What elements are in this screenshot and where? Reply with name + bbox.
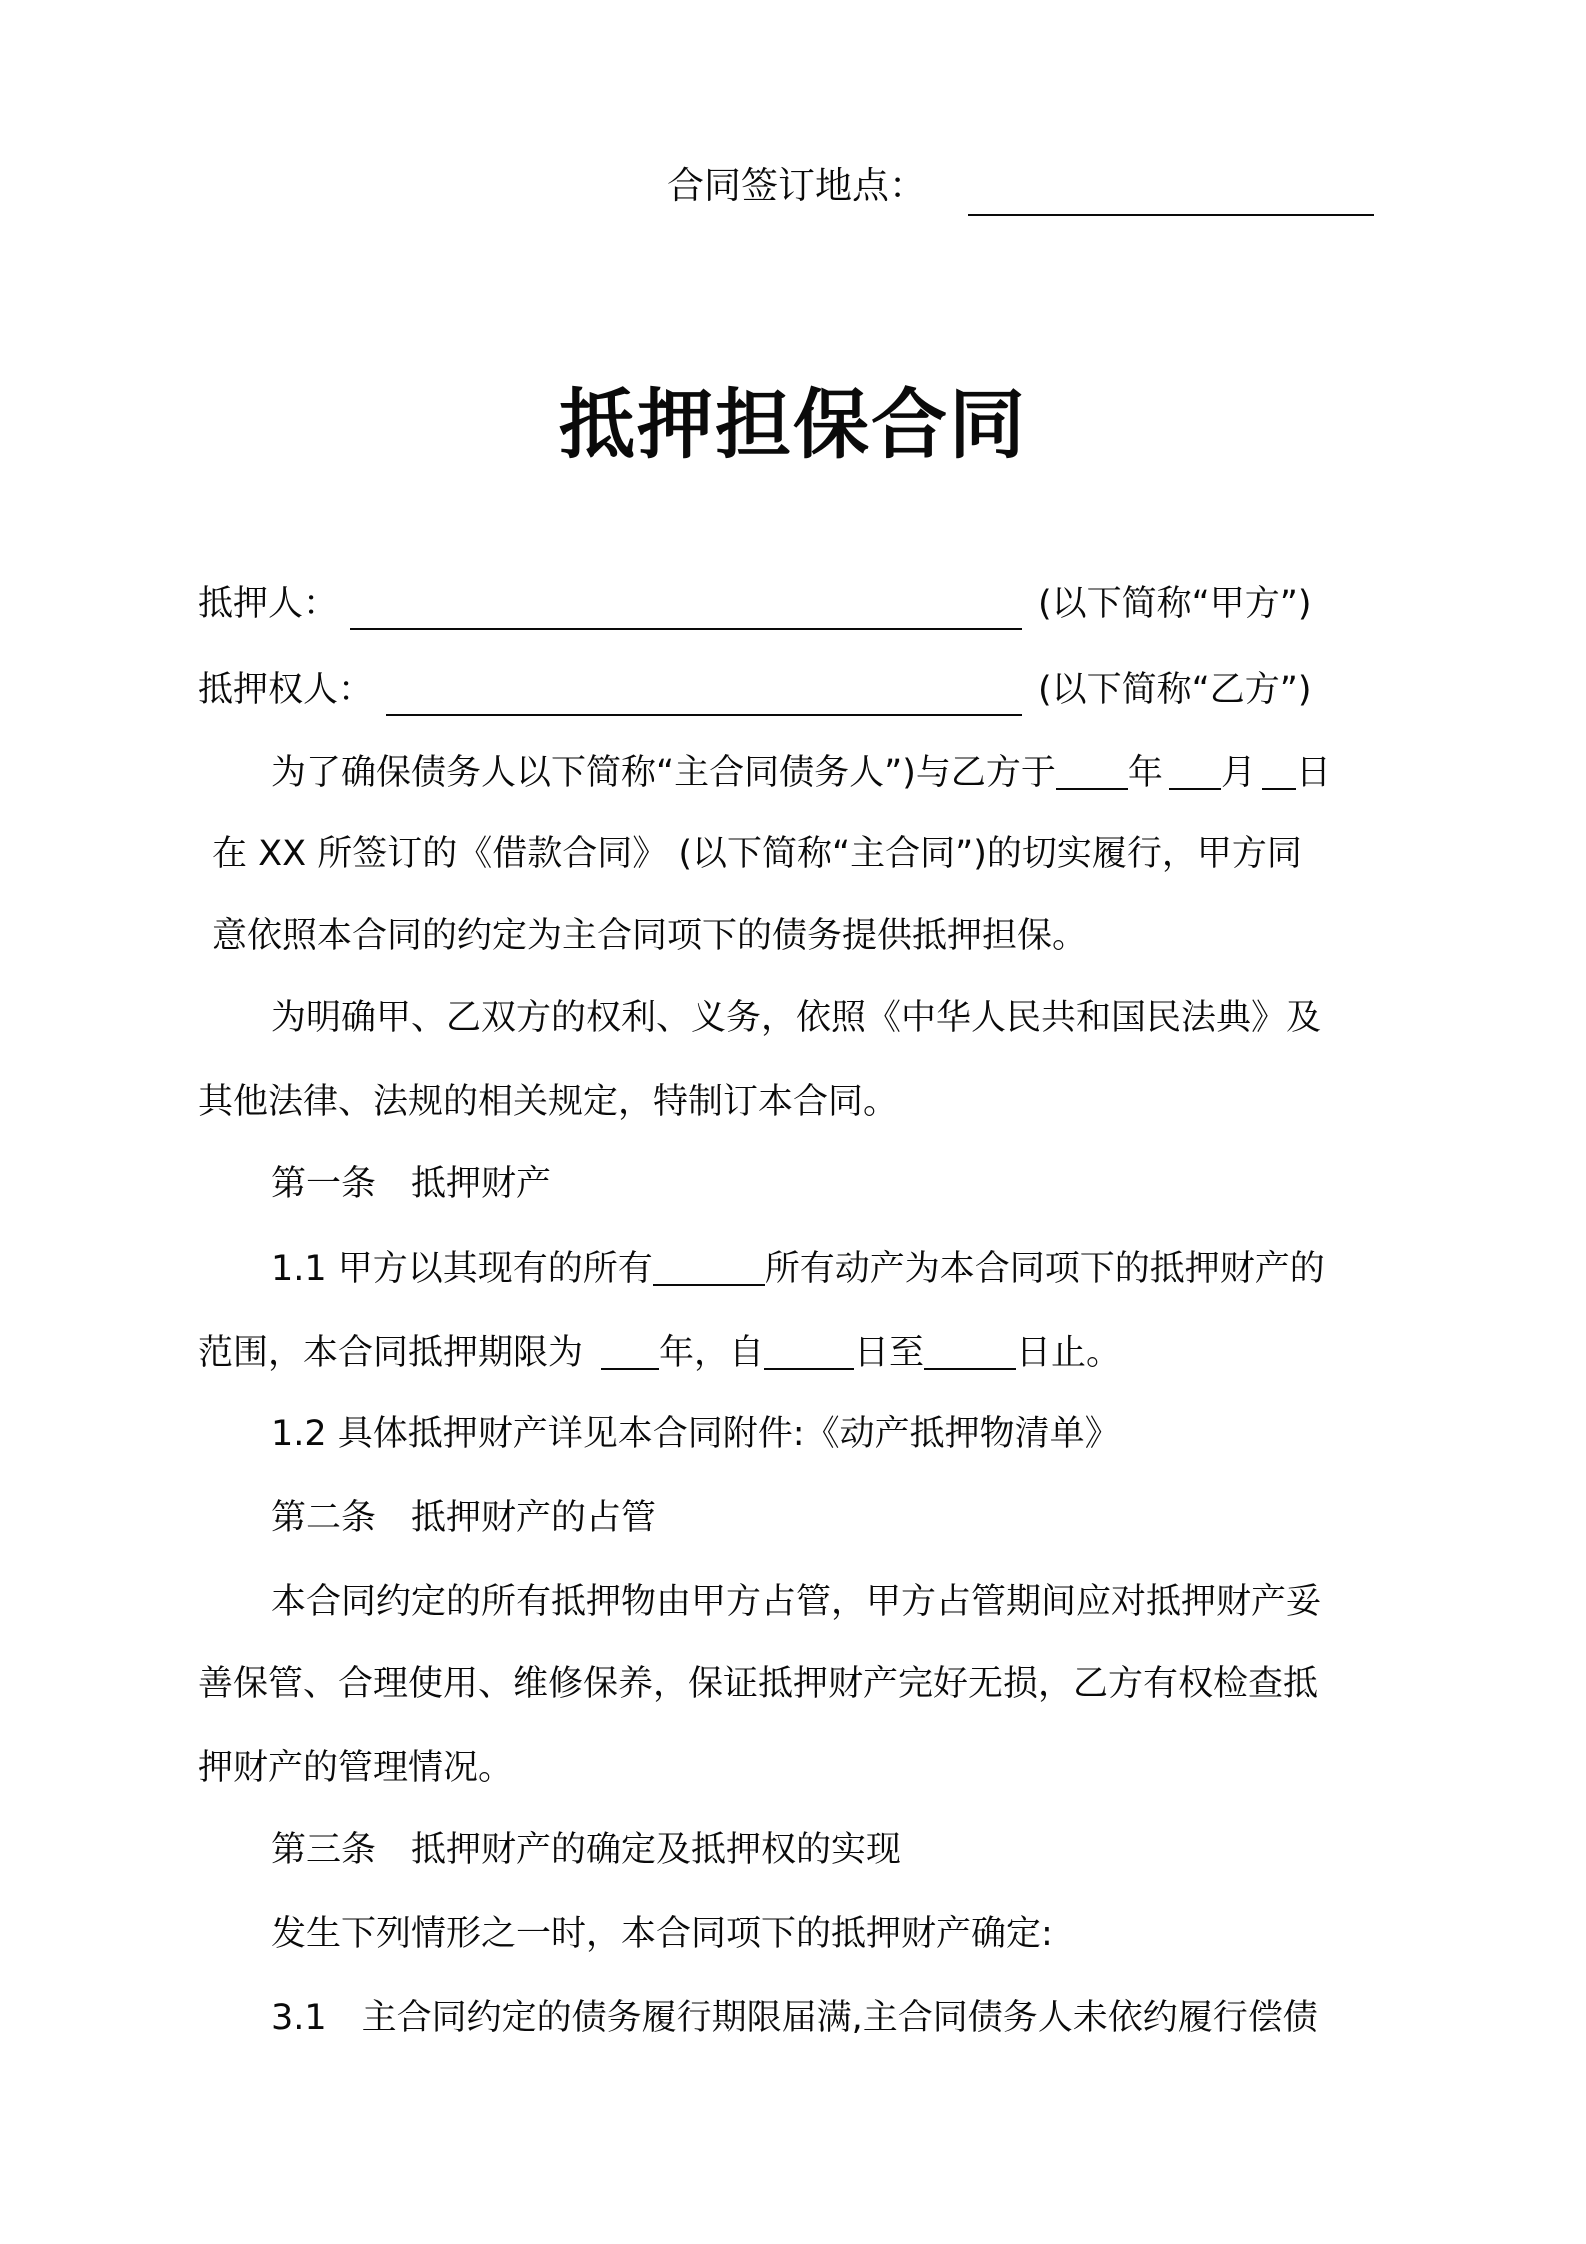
mortgagee-note: (以下简称“乙方”) — [1038, 670, 1312, 710]
mortgagee-label: 抵押权人： — [198, 670, 374, 710]
paragraph-3-line-3: 押财产的管理情况。 — [198, 1748, 514, 1788]
paragraph-1-text-a: 为了确保债务人以下简称“主合同债务人”)与乙方于 — [271, 753, 1056, 793]
paragraph-4: 发生下列情形之一时，本合同项下的抵押财产确定: — [271, 1914, 1053, 1954]
paragraph-3-line-2: 善保管、合理使用、维修保养，保证抵押财产完好无损，乙方有权检查抵 — [198, 1664, 1319, 1704]
mortgagor-blank[interactable] — [350, 628, 1022, 630]
mortgagor-note: (以下简称“甲方”) — [1038, 584, 1312, 624]
paragraph-3-line-1: 本合同约定的所有抵押物由甲方占管，甲方占管期间应对抵押财产妥 — [271, 1582, 1322, 1622]
signing-place-blank[interactable] — [968, 214, 1374, 216]
day-blank[interactable] — [1262, 748, 1296, 790]
clause-1-2: 1.2 具体抵押财产详见本合同附件:《动产抵押物清单》 — [271, 1414, 1120, 1454]
mortgagor-label: 抵押人： — [198, 584, 339, 624]
clause-1-1-line-2 — [198, 1328, 1121, 1377]
clause-3-1: 3.1 主合同约定的债务履行期限届满,主合同债务人未依约履行偿债 — [271, 1998, 1318, 2038]
clause-1-1-text-b: 所有动产为本合同项下的抵押财产的 — [764, 1249, 1325, 1289]
clause-1-1-text-e: 日至 — [854, 1333, 925, 1373]
article-1-heading: 第一条 抵押财产 — [271, 1164, 552, 1204]
start-date-blank[interactable] — [764, 1328, 854, 1370]
paragraph-2-line-1: 为明确甲、乙双方的权利、义务，依照《中华人民共和国民法典》及 — [271, 998, 1322, 1038]
year-blank[interactable] — [1056, 748, 1128, 790]
end-date-blank[interactable] — [924, 1328, 1016, 1370]
term-years-blank[interactable] — [601, 1328, 659, 1370]
paragraph-1-line-3: 意依照本合同的约定为主合同项下的债务提供抵押担保。 — [212, 916, 1088, 956]
clause-1-1-text-a: 1.1 甲方以其现有的所有 — [271, 1249, 653, 1289]
paragraph-2-line-2: 其他法律、法规的相关规定，特制订本合同。 — [198, 1082, 899, 1122]
clause-1-1-text-f: 日止。 — [1016, 1333, 1122, 1373]
clause-1-1-text-c: 范围，本合同抵押期限为 — [198, 1333, 584, 1373]
year-label: 年 — [1127, 753, 1163, 793]
document-title: 抵押担保合同 — [559, 380, 1027, 469]
clause-1-1-text-d: 年，自 — [659, 1333, 765, 1373]
article-3-heading: 第三条 抵押财产的确定及抵押权的实现 — [271, 1830, 902, 1870]
article-2-heading: 第二条 抵押财产的占管 — [271, 1498, 657, 1538]
month-blank[interactable] — [1169, 748, 1221, 790]
signing-place-label: 合同签订地点： — [667, 164, 926, 207]
property-blank[interactable] — [653, 1244, 765, 1286]
paragraph-1-line-2: 在 XX 所签订的《借款合同》 (以下简称“主合同”)的切实履行，甲方同 — [212, 834, 1302, 874]
month-label: 月 — [1220, 753, 1256, 793]
day-label: 日 — [1295, 753, 1331, 793]
mortgagee-blank[interactable] — [386, 714, 1022, 716]
clause-1-1-line-1 — [271, 1244, 1325, 1293]
paragraph-1-line-1 — [271, 748, 1331, 797]
